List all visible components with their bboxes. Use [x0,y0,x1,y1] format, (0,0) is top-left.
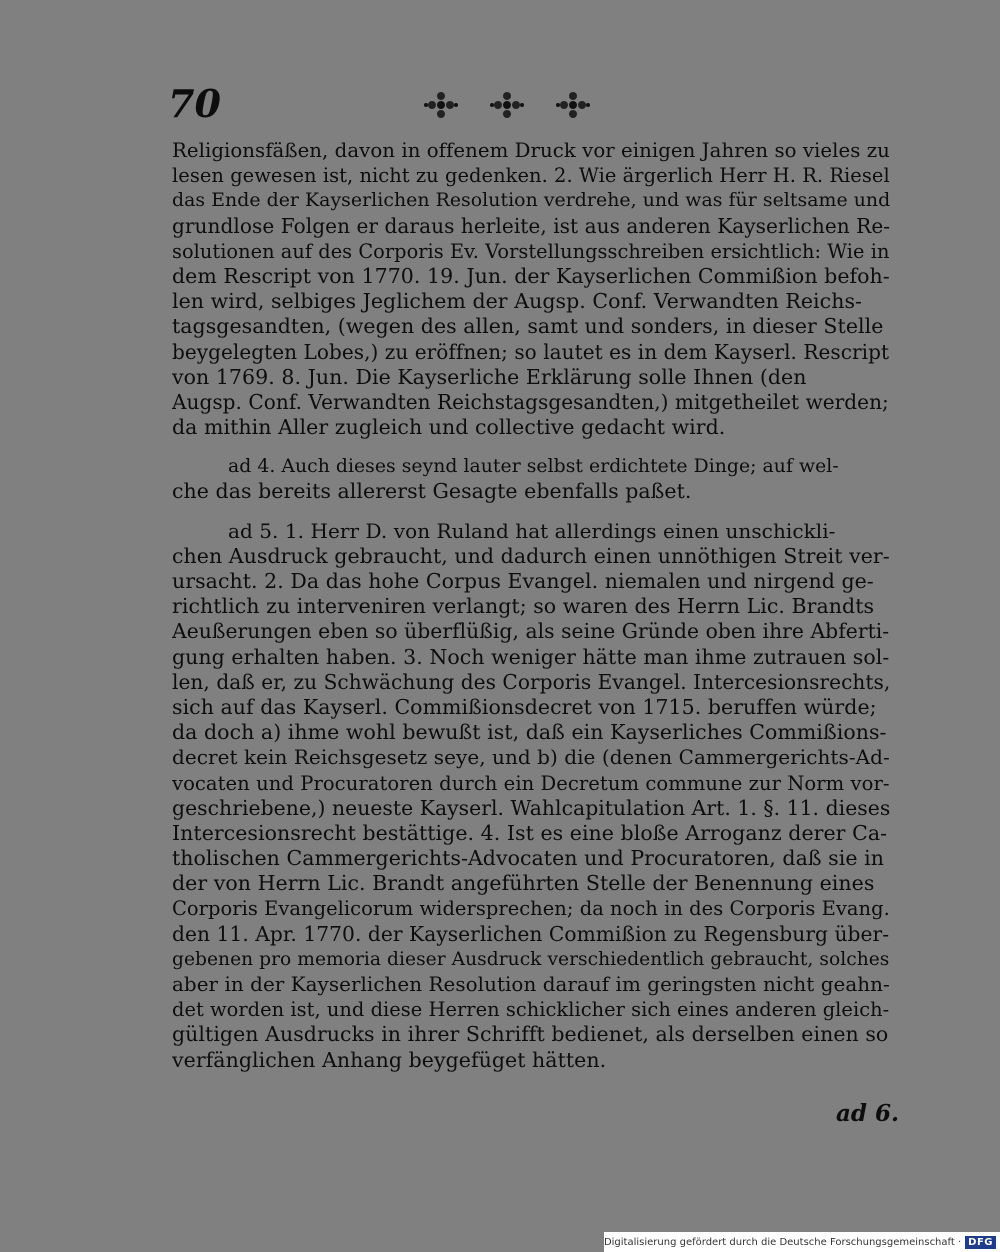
text-line: beygelegten Lobes,) zu eröffnen; so lautet es in dem Kayserl. Rescript [172,339,890,364]
dfg-logo: DFG [965,1236,996,1249]
text-line: ad 4. Auch dieses seynd lauter selbst erdichtete Dinge; auf wel- [228,456,839,478]
paragraph [172,519,890,1073]
text-line: solutionen auf des Corporis Ev. Vorstellungsschreiben ersichtlich: Wie in [172,239,890,263]
text-line: decret kein Reichsgesetz seye, und b) die (denen Cammergerichts-Ad- [172,745,890,770]
text-line: geschriebene,) neueste Kayserl. Wahlcapitulation Art. 1. §. 11. dieses [172,795,890,820]
page-header [168,82,868,126]
text-line: da mithin Aller zugleich und collective gedacht wird. [172,415,726,440]
text-line: gebenen pro memoria dieser Ausdruck verschiedentlich gebraucht, solches [172,948,890,970]
paragraph-gap [172,505,890,519]
floral-ornament-icon [489,90,525,120]
body-text [172,138,890,1073]
text-line: tagsgesandten, (wegen des allen, samt und sonders, in dieser Stelle [172,314,884,339]
text-line: len wird, selbiges Jeglichem der Augsp. Conf. Verwandten Reichs- [172,289,862,314]
text-line: Intercesionsrecht bestättige. 4. Ist es eine bloße Arroganz derer Ca- [172,820,888,845]
text-line: ad 5. 1. Herr D. von Ruland hat allerdings einen unschickli- [228,518,836,543]
footer-credit: Digitalisierung gefördert durch die Deutsche Forschungsgemeinschaft · [603,1236,962,1248]
text-line: lesen gewesen ist, nicht zu gedenken. 2. Wie ärgerlich Herr H. R. Riesel [172,164,890,188]
text-line: gung erhalten haben. 3. Noch weniger hätte man ihme zutrauen sol- [172,644,890,669]
footer-bar [604,1232,1000,1252]
text-line: chen Ausdruck gebraucht, und dadurch einen unnöthigen Streit ver- [172,543,890,568]
text-line: aber in der Kayserlichen Resolution darauf im geringsten nicht geahn- [172,973,890,996]
page-number: 70 [168,81,221,126]
text-line: das Ende der Kayserlichen Resolution verdrehe, und was für seltsame und [172,189,890,212]
text-line: dem Rescript von 1770. 19. Jun. der Kayserlichen Commißion befoh- [172,263,890,288]
catchword: ad 6. [836,1100,900,1127]
text-line: grundlose Folgen er daraus herleite, ist aus anderen Kayserlichen Re- [172,213,890,238]
text-line: Augsp. Conf. Verwandten Reichstagsgesandten,) mitgetheilet werden; [172,389,889,414]
text-line: Corporis Evangelicorum widersprechen; da noch in des Corporis Evang. [172,897,890,921]
text-line: len, daß er, zu Schwächung des Corporis Evangel. Intercesionsrechts, [172,669,890,694]
text-line: gültigen Ausdrucks in ihrer Schrifft bedienet, als derselben einen so [172,1022,889,1047]
text-line: tholischen Cammergerichts-Advocaten und Procuratoren, daß sie in [172,846,884,871]
text-line: ursacht. 2. Da das hohe Corpus Evangel. niemalen und nirgend ge- [172,569,874,593]
text-line: der von Herrn Lic. Brandt angeführten Stelle der Benennung eines [172,871,875,896]
text-line: von 1769. 8. Jun. Die Kayserliche Erklärung solle Ihnen (den [172,364,807,389]
text-line: Religionsfäßen, davon in offenem Druck vor einigen Jahren so vieles zu [172,139,890,162]
text-line: Aeußerungen eben so überflüßig, als seine Gründe oben ihre Abferti- [172,619,890,644]
text-line: vocaten und Procuratoren durch ein Decretum commune zur Norm vor- [172,771,890,795]
text-line: da doch a) ihme wohl bewußt ist, daß ein Kayserliches Commißions- [172,720,887,745]
text-line: det worden ist, und diese Herren schicklicher sich eines anderen gleich- [172,998,890,1022]
floral-ornament-icon [555,90,591,120]
paragraph [172,454,890,504]
text-line: che das bereits allererst Gesagte ebenfalls paßet. [172,479,692,504]
header-ornaments [423,90,591,120]
paragraph-gap [172,440,890,454]
text-line: sich auf das Kayserl. Commißionsdecret von 1715. beruffen würde; [172,694,877,719]
text-line: verfänglichen Anhang beygefüget hätten. [172,1047,607,1072]
text-line: richtlich zu interveniren verlangt; so waren des Herrn Lic. Brandts [172,594,875,619]
text-line: den 11. Apr. 1770. der Kayserlichen Commißion zu Regensburg über- [172,921,890,946]
paragraph [172,138,890,440]
floral-ornament-icon [423,90,459,120]
